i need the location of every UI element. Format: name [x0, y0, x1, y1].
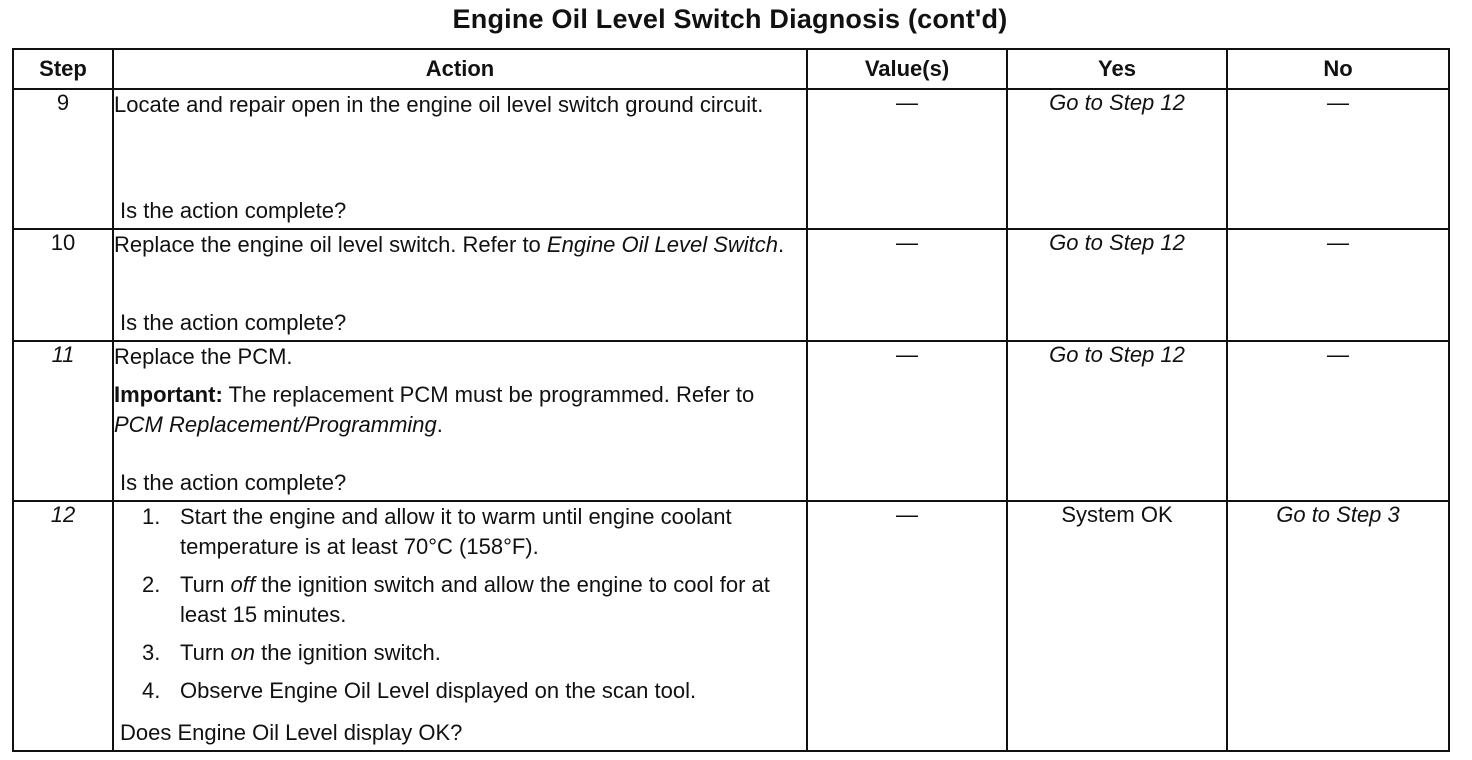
step-number: 12	[13, 501, 113, 751]
substep-number: 4.	[142, 678, 161, 703]
value-cell: —	[807, 341, 1007, 501]
substep-text	[180, 570, 806, 630]
important-label: Important:	[114, 382, 223, 407]
reference-link-engine-oil-level-switch: Engine Oil Level Switch	[546, 232, 779, 257]
action-cell	[113, 229, 807, 341]
value-cell: —	[807, 89, 1007, 229]
substep-text-part: Turn	[180, 640, 231, 665]
column-header-yes: Yes	[1007, 49, 1227, 89]
no-cell: Go to Step 3	[1227, 501, 1449, 751]
action-text: Replace the PCM.	[114, 344, 293, 369]
substep-text	[180, 502, 806, 562]
yes-cell: Go to Step 12	[1007, 341, 1227, 501]
substep-item	[142, 502, 806, 562]
table-row	[13, 229, 1449, 341]
column-header-step: Step	[13, 49, 113, 89]
substep-text-part: Start the engine and allow it to warm until engine coolant temperature is at least 70°C (158°F).	[180, 504, 732, 559]
substep-item	[142, 676, 806, 706]
important-note	[114, 380, 806, 440]
diagnosis-table	[12, 48, 1450, 752]
step-number: 11	[13, 341, 113, 501]
substep-number: 2.	[142, 572, 161, 597]
column-header-no: No	[1227, 49, 1449, 89]
no-cell: —	[1227, 341, 1449, 501]
yes-cell: Go to Step 12	[1007, 89, 1227, 229]
substep-item	[142, 570, 806, 630]
action-question: Does Engine Oil Level display OK?	[120, 720, 463, 745]
action-text	[114, 230, 806, 260]
action-question: Is the action complete?	[120, 310, 347, 335]
important-suffix: .	[436, 412, 443, 437]
action-question: Is the action complete?	[120, 470, 347, 495]
reference-link-pcm-replacement: PCM Replacement/Programming	[114, 412, 437, 437]
substep-number: 1.	[142, 504, 161, 529]
substep-emphasis: on	[230, 640, 256, 665]
page-title: Engine Oil Level Switch Diagnosis (cont'd)	[452, 4, 1008, 34]
step-number: 10	[13, 229, 113, 341]
substep-text-part: Turn	[180, 572, 231, 597]
substep-text-part: Observe Engine Oil Level displayed on the scan tool.	[180, 678, 697, 703]
action-cell	[113, 341, 807, 501]
action-text-part: .	[778, 232, 785, 257]
value-cell: —	[807, 229, 1007, 341]
yes-cell: System OK	[1007, 501, 1227, 751]
step-number: 9	[13, 89, 113, 229]
substep-list	[114, 502, 806, 706]
important-text: The replacement PCM must be programmed. Refer to	[222, 382, 755, 407]
substep-text-part: the ignition switch.	[255, 640, 441, 665]
column-header-action: Action	[113, 49, 807, 89]
no-cell: —	[1227, 89, 1449, 229]
value-cell: —	[807, 501, 1007, 751]
no-cell: —	[1227, 229, 1449, 341]
substep-text	[180, 676, 806, 706]
action-question: Is the action complete?	[120, 198, 347, 223]
action-cell	[113, 89, 807, 229]
substep-item	[142, 638, 806, 668]
action-text: Locate and repair open in the engine oil level switch ground circuit.	[114, 92, 764, 117]
column-header-values: Value(s)	[807, 49, 1007, 89]
substep-text-part: the ignition switch and allow the engine to cool for at least 15 minutes.	[180, 572, 770, 627]
action-cell	[113, 501, 807, 751]
table-row	[13, 89, 1449, 229]
action-text-part: Replace the engine oil level switch. Refer to	[114, 232, 547, 257]
substep-emphasis: off	[230, 572, 255, 597]
table-row	[13, 341, 1449, 501]
substep-text	[180, 638, 806, 668]
table-header-row	[13, 49, 1449, 89]
substep-number: 3.	[142, 640, 161, 665]
table-row	[13, 501, 1449, 751]
yes-cell: Go to Step 12	[1007, 229, 1227, 341]
